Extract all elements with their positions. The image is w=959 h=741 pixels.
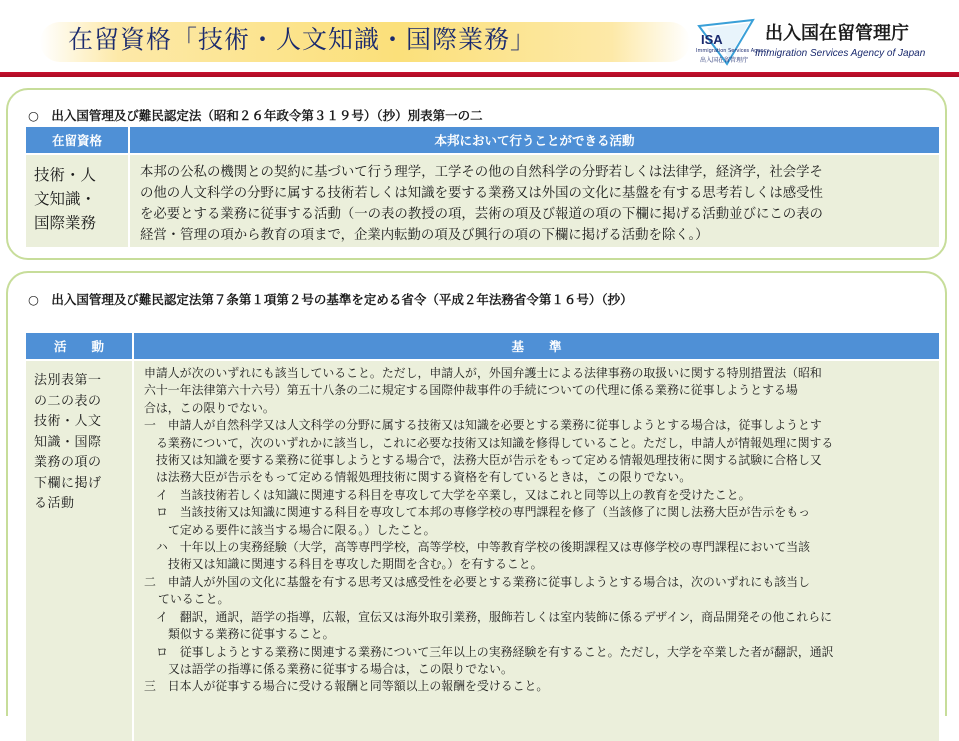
criteria-line: て定める要件に該当する場合に限る。）したこと。 — [168, 522, 436, 537]
criteria-line: 技術又は知識に関連する科目を専攻した期間を含む。）を有すること。 — [168, 557, 543, 572]
activity-line: 本邦の公私の機関との契約に基づいて行う理学，工学その他の自然科学の分野若しくは法律学，経済学，社会学そ — [140, 165, 823, 180]
status-name-line: 国際業務 — [34, 214, 97, 232]
activity-line: 下欄に掲げ — [34, 475, 102, 491]
isa-logo — [693, 18, 770, 66]
criteria-line: 合は，この限りでない。 — [144, 400, 275, 415]
activity-line: 技術・人文 — [34, 414, 102, 429]
status-table — [26, 127, 939, 247]
criteria-line: は法務大臣が告示をもって定める情報処理技術に関する資格を有しているときは，この限りでない。 — [156, 470, 692, 485]
criteria-line: イ 翻訳，通訳，語学の指導，広報，宣伝又は海外取引業務，服飾若しくは室内装飾に係るデザイン，商品開発その他これらに — [156, 609, 832, 624]
activity-line: 法別表第一 — [34, 373, 102, 388]
activity-line: の二の表の — [34, 393, 102, 409]
criteria-line: 又は語学の指導に係る業務に従事する場合は，この限りでない。 — [168, 661, 513, 676]
status-name-line: 技術・人 — [34, 166, 97, 184]
page-title: 在留資格「技術・人文知識・国際業務」 — [68, 25, 537, 54]
table-header-row — [26, 333, 939, 359]
column-header-criteria: 基 準 — [134, 333, 939, 359]
criteria-line: イ 当該技術若しくは知識に関連する科目を専攻して大学を卒業し，又はこれと同等以上の教育を受けたこと。 — [156, 487, 751, 502]
column-header-activity: 活 動 — [26, 333, 132, 359]
section-heading: ○ 出入国管理及び難民認定法第７条第１項第２号の基準を定める省令（平成２年法務省令第１６号）（抄） — [28, 292, 633, 307]
header-divider — [0, 72, 959, 77]
table-header-row — [26, 127, 939, 153]
activity-line: を必要とする業務に従事する活動（一の表の教授の項，芸術の項及び報道の項の下欄に掲げる活動並びにこの表の — [140, 207, 823, 222]
criteria-line: 二 申請人が外国の文化に基盤を有する思考又は感受性を必要とする業務に従事しようとする場合は，次のいずれにも該当し — [144, 574, 810, 589]
section-immigration-act — [6, 88, 947, 260]
logo-text: ISA — [701, 32, 723, 47]
status-name-line: 文知識・ — [34, 190, 97, 208]
table-row — [26, 155, 939, 247]
agency-name-en: Immigration Services Agency of Japan — [755, 48, 926, 59]
criteria-line: る業務について，次のいずれかに該当し，これに必要な技術又は知識を修得していること。ただし，申請人が情報処理に関する — [156, 435, 834, 450]
criteria-line: 三 日本人が従事する場合に受ける報酬と同等額以上の報酬を受けること。 — [144, 679, 549, 694]
criteria-line: 類似する業務に従事すること。 — [168, 627, 335, 642]
section-landing-criteria — [6, 271, 947, 716]
criteria-line: 技術又は知識を要する業務に従事しようとする場合で，法務大臣が告示をもって定める情報処理技術に関する試験に合格し又 — [156, 453, 822, 468]
criteria-line: ハ 十年以上の実務経験（大学，高等専門学校，高等学校，中等教育学校の後期課程又は専修学校の専門課程において当該 — [156, 540, 810, 555]
activity-description-cell — [130, 155, 939, 247]
status-name-cell — [26, 155, 128, 247]
criteria-line: 申請人が次のいずれにも該当していること。ただし，申請人が，外国弁護士による法律事務の取扱いに関する特別措置法（昭和 — [144, 366, 822, 380]
criteria-line: 一 申請人が自然科学又は人文科学の分野に属する技術又は知識を必要とする業務に従事しようとする場合は，従事しようとす — [144, 418, 822, 433]
activity-line: 知識・国際 — [34, 434, 102, 450]
criteria-line: ロ 従事しようとする業務に関連する業務について三年以上の実務経験を有すること。ただし，大学を卒業した者が翻訳，通訳 — [156, 644, 834, 659]
table-row — [26, 361, 939, 741]
activity-line: の他の人文科学の分野に属する技術若しくは知識を要する業務又は外国の文化に基盤を有する思考若しくは感受性 — [140, 186, 823, 201]
criteria-table — [26, 333, 939, 741]
activity-cell — [26, 361, 132, 741]
column-header-activities: 本邦において行うことができる活動 — [130, 127, 939, 153]
criteria-line: ロ 当該技術又は知識に関連する科目を専攻して本邦の専修学校の専門課程を修了（当該修了に関し法務大臣が告示をもっ — [156, 505, 810, 520]
criteria-line: ていること。 — [158, 592, 230, 607]
logo-small-jp: 出入国在留管理庁 — [700, 57, 749, 64]
activity-line: 経営・管理の項から教育の項まで，企業内転勤の項及び興行の項の下欄に掲げる活動を除く。） — [140, 228, 709, 243]
agency-name-jp: 出入国在留管理庁 — [765, 23, 909, 44]
logo-small-en: Immigration Services Agency — [696, 48, 770, 54]
column-header-status: 在留資格 — [26, 127, 128, 153]
section-heading: ○ 出入国管理及び難民認定法（昭和２６年政令第３１９号）（抄）別表第一の二 — [28, 108, 483, 123]
criteria-line: 六十一年法律第六十六号）第五十八条の二に規定する国際仲裁事件の手続についての代理に係る業務に従事しようとする場 — [144, 383, 798, 398]
page-header — [0, 0, 959, 80]
activity-line: る活動 — [34, 496, 75, 511]
activity-line: 業務の項の — [34, 455, 102, 470]
criteria-cell — [134, 361, 939, 741]
